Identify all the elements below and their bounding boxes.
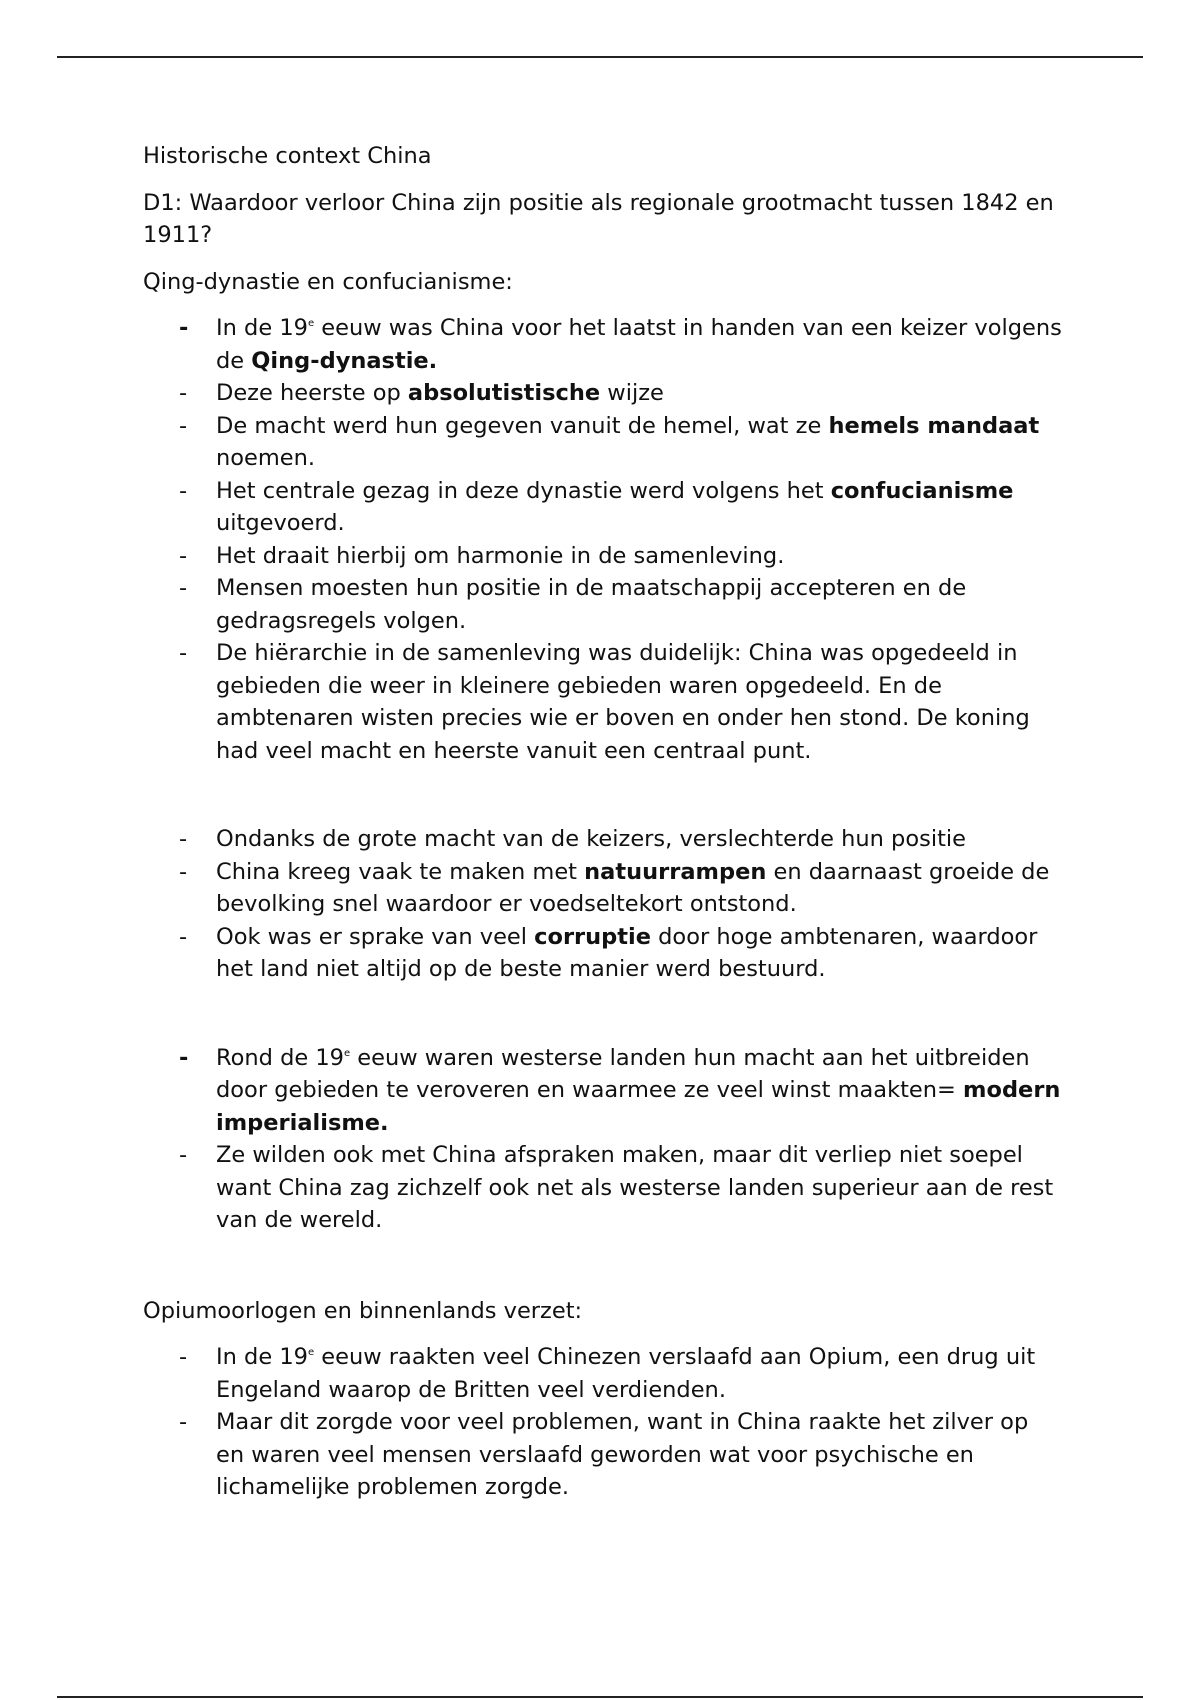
bullet-dash: -: [179, 1044, 189, 1071]
bullet-dash: -: [179, 1344, 188, 1370]
bullet-dash: -: [179, 640, 188, 666]
section-heading-qing: Qing-dynastie en confucianisme:: [143, 268, 513, 295]
bullet-dash: -: [179, 1409, 188, 1435]
bullet-dash: -: [179, 575, 188, 601]
list-item: - China kreeg vaak te maken met natuurrampen en daarnaast groeide de bevolking snel waardoor er voedseltekort ontstond.: [143, 856, 1063, 921]
main-question: D1: Waardoor verloor China zijn positie als regionale grootmacht tussen 1842 en 1911?: [143, 189, 1054, 248]
bullet-dash: -: [179, 1142, 188, 1168]
document-title: Historische context China: [143, 143, 432, 169]
list-item: - In de 19e eeuw was China voor het laatst in handen van een keizer volgens de Qing-dynastie.: [143, 312, 1063, 377]
list-item: - De hiërarchie in de samenleving was duidelijk: China was opgedeeld in gebieden die weer in kleinere gebieden waren opgedeeld. En de ambtenaren wisten precies wie er boven en onder hen stond. De koning had veel macht en heerste vanuit een centraal punt.: [143, 637, 1063, 767]
list-opium: [143, 1341, 1063, 1504]
bottom-rule: [57, 1696, 1143, 1698]
list-item: - Rond de 19e eeuw waren westerse landen hun macht aan het uitbreiden door gebieden te veroveren en waarmee ze veel winst maakten= modern imperialisme.: [143, 1042, 1063, 1140]
list-item: - Maar dit zorgde voor veel problemen, want in China raakte het zilver op en waren veel mensen verslaafd geworden wat voor psychische en lichamelijke problemen zorgde.: [143, 1406, 1063, 1504]
list-item: - Ondanks de grote macht van de keizers, verslechterde hun positie: [143, 823, 1063, 856]
list-item: - Het draait hierbij om harmonie in de samenleving.: [143, 540, 1063, 573]
list-item: - De macht werd hun gegeven vanuit de hemel, wat ze hemels mandaat noemen.: [143, 410, 1063, 475]
bullet-dash: -: [179, 923, 188, 950]
bullet-dash: -: [179, 412, 188, 439]
section-heading-opium: Opiumoorlogen en binnenlands verzet:: [143, 1297, 583, 1324]
list-item: - Het centrale gezag in deze dynastie werd volgens het confucianisme uitgevoerd.: [143, 475, 1063, 540]
list-imperialism: [143, 1042, 1063, 1237]
list-decline: [143, 823, 1063, 986]
list-item: - In de 19e eeuw raakten veel Chinezen verslaafd aan Opium, een drug uit Engeland waarop de Britten veel verdienden.: [143, 1341, 1063, 1406]
bullet-dash: -: [179, 826, 188, 852]
list-item: - Ook was er sprake van veel corruptie door hoge ambtenaren, waardoor het land niet altijd op de beste manier werd bestuurd.: [143, 921, 1063, 986]
bullet-dash: -: [179, 477, 188, 504]
list-item: - Deze heerste op absolutistische wijze: [143, 377, 1063, 410]
spacer: [143, 986, 1063, 1042]
bullet-dash: -: [179, 542, 188, 569]
bullet-dash: -: [179, 858, 188, 885]
spacer: [143, 1237, 1063, 1295]
list-item: - Mensen moesten hun positie in de maatschappij accepteren en de gedragsregels volgen.: [143, 572, 1063, 637]
spacer: [143, 767, 1063, 823]
bullet-dash: -: [179, 380, 188, 406]
list-item: - Ze wilden ook met China afspraken maken, maar dit verliep niet soepel want China zag zichzelf ook net als westerse landen superieur aan de rest van de wereld.: [143, 1139, 1063, 1237]
document-body: [143, 140, 1063, 1504]
list-qing: [143, 312, 1063, 767]
top-rule: [57, 56, 1143, 58]
bullet-dash: -: [179, 315, 189, 341]
